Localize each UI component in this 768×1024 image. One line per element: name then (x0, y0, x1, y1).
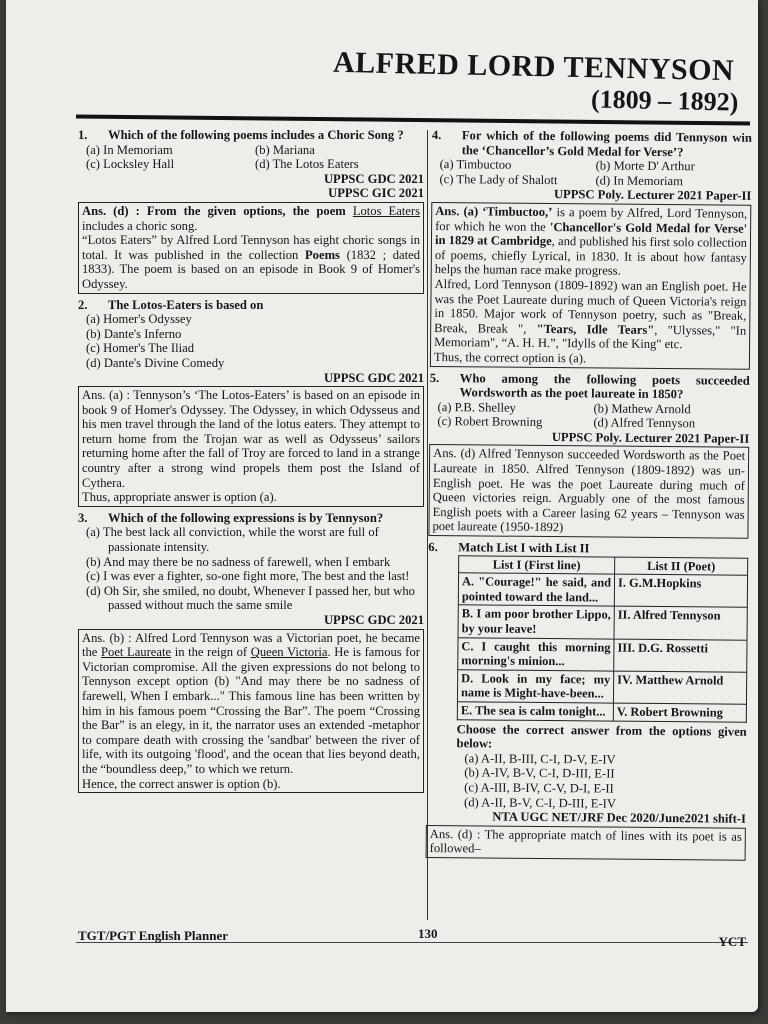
chapter-title: ALFRED LORD TENNYSON (332, 45, 735, 88)
option-b: (b) And may there be no sadness of farewell, when I embark (86, 554, 391, 569)
question-number: 5. (429, 370, 440, 385)
publisher-mark: YCT (718, 934, 746, 949)
answer-underlined: Lotos Eaters (352, 203, 420, 218)
question-number: 6. (428, 540, 438, 555)
answer-text: in the reign of (171, 645, 251, 660)
question-text: Which of the following expressions is by Tennyson? (108, 510, 384, 525)
match-table-wrap (427, 555, 749, 754)
option-b: (b) Dante's Inferno (86, 326, 182, 341)
option-d: (d) Oh Sir, she smiled, no doubt, Whenever I passed her, but who passed without much the same smile (86, 583, 415, 613)
option-c: (c) Homer's The Iliad (86, 341, 194, 356)
option-a: (a) In Memoriam (86, 142, 173, 157)
exam-source: UPPSC Poly. Lecturer 2021 Paper-II (551, 429, 750, 446)
option-c: (c) I was ever a fighter, so-one fight more, The best and the last! (86, 569, 410, 584)
answer-bold: "Tears, Idle Tears" (536, 321, 655, 337)
list2-cell: I. G.M.Hopkins (614, 574, 747, 607)
answer-box (78, 202, 424, 294)
question-number: 1. (78, 128, 88, 142)
option-a: (a) P.B. Shelley (437, 399, 516, 415)
list2-cell: III. D.G. Rossetti (614, 639, 747, 672)
question-text: Match List I with List II (458, 540, 590, 556)
list2-cell: IV. Matthew Arnold (614, 671, 747, 704)
answer-conclusion: Thus, appropriate answer is option (a). (82, 490, 277, 505)
question-4 (432, 128, 752, 160)
answer-underlined: Poet Laureate (101, 645, 172, 660)
answer-text: (1832 ; dated 1833). The poem is based on an episode in Book 9 of Homer's Odyssey. (82, 247, 420, 291)
options (431, 157, 751, 189)
question-text: Which of the following poems includes a Choric Song ? (108, 128, 404, 142)
answer-text: Ans. (d) : The appropriate match of lines with its poet is as followed– (429, 826, 742, 856)
options (78, 143, 424, 172)
table-row (458, 637, 747, 672)
table-row (458, 605, 747, 640)
options (426, 751, 746, 812)
column-header: List I (First line) (459, 555, 615, 574)
list1-cell: B. I am poor brother Lippo, by your leave! (458, 605, 614, 639)
option-a: (a) The best lack all conviction, while the worst are full of passionate intensity. (86, 525, 379, 555)
book-page (6, 0, 758, 1012)
list1-cell: C. I caught this morning morning's minion... (458, 637, 614, 671)
left-column (78, 124, 424, 794)
footer-book-title: TGT/PGT English Planner (78, 928, 229, 943)
options (429, 400, 749, 432)
option-b: (b) Mariana (255, 142, 315, 157)
table-row (457, 702, 746, 722)
option-b: (b) Mathew Arnold (593, 401, 691, 416)
answer-box (428, 444, 749, 538)
table-row (458, 573, 747, 608)
question-1 (78, 128, 424, 143)
page-number: 130 (418, 926, 438, 941)
list1-cell: A. "Courage!" he said, and pointed toward the land... (458, 573, 614, 607)
answer-text: Alfred, Lord Tennyson (1809-1892) wan an English poet. He was the Poet Laureate during much of Queen Victoria's reign in 1850. Major work of Tennyson poetry, such as "Break, Break, Break ", (434, 276, 747, 336)
option-b: (b) A-IV, B-V, C-I, D-III, E-II (464, 765, 615, 781)
answer-box (426, 825, 746, 861)
option-c: (c) Locksley Hall (86, 157, 175, 172)
option-c: (c) A-III, B-IV, C-V, D-I, E-II (464, 780, 614, 796)
option-d: (d) A-II, B-V, C-I, D-III, E-IV (464, 794, 617, 811)
exam-source: UPPSC GDC 2021 (323, 370, 424, 385)
question-2 (78, 298, 424, 313)
option-a: (a) Homer's Odyssey (86, 312, 192, 327)
answer-bold: Poems (304, 247, 340, 262)
chapter-years: (1809 – 1892) (590, 84, 739, 117)
exam-source: UPPSC GDC 2021 (323, 613, 424, 627)
question-text: The Lotos-Eaters is based on (108, 297, 264, 312)
answer-bold: Ans. (a) ‘Timbuctoo,’ (435, 204, 553, 220)
exam-source: UPPSC GIC 2021 (328, 186, 424, 201)
option-a: (a) Timbuctoo (439, 157, 512, 172)
list2-cell: II. Alfred Tennyson (614, 607, 747, 640)
answer-bold: 'Chancellor's Gold Medal for Verse' in 1829 at Cambridge (434, 219, 748, 249)
instruction-text: Choose the correct answer from the options given below: (456, 721, 747, 751)
answer-text: , "Ulysses," "In Memoriam", “A. H. H.”, "Idylls of the King" etc. (434, 322, 747, 352)
option-a: (a) A-II, B-III, C-I, D-V, E-IV (464, 751, 616, 767)
list1-cell: D. Look in my face; my name is Might-have-been... (457, 670, 613, 704)
list2-cell: V. Robert Browning (613, 703, 746, 722)
option-d: (d) In Memoriam (595, 173, 684, 188)
answer-conclusion: Thus, the correct option is (a). (433, 349, 587, 366)
list1-cell: E. The sea is calm tonight... (457, 702, 613, 721)
question-number: 3. (78, 510, 88, 525)
exam-source: UPPSC GDC 2021 (323, 171, 424, 186)
answer-text: Ans. (d) Alfred Tennyson succeeded Wordsworth as the Poet Laureate in 1850. Alfred Tennyson (1809-1892) was un-English poet. He was the poet Laureate during much of Queen victories reign. Arguably one of the most famous English poets with a Career lasing 62 years – Tennyson was poet laureate (1950-1892) (432, 446, 746, 535)
answer-text: “Lotos Eaters” by Alfred Lord Tennyson has eight choric songs in total. It was published in the collection (82, 233, 420, 262)
match-table (457, 555, 748, 722)
answer-text: Ans. (d) : From the given options, the poem (82, 203, 353, 218)
column-header: List II (Poet) (615, 557, 748, 576)
options (78, 312, 424, 370)
answer-underlined: Queen Victoria (250, 645, 328, 660)
option-d: (d) Dante's Divine Comedy (86, 355, 225, 370)
question-number: 4. (431, 127, 442, 143)
answer-text: Ans. (b) : Alfred Lord Tennyson was a Victorian poet, he became the (82, 630, 420, 660)
options (78, 525, 424, 613)
question-5 (430, 370, 750, 402)
option-b: (b) Morte D' Arthur (595, 158, 695, 174)
question-text: Who among the following poets succeeded Wordsworth as the poet laureate in 1850? (459, 370, 750, 402)
answer-text: . He is famous for Victorian compromise. All the given expressions do not belong to Tennyson except option (b) "And may there be no sadness of farewell, When I embark..." This famous line has been written by him in his famous poem “Crossing the Bar”. The poem “Crossing the Bar” is an elegy, in it, the narrator uses an extended -metaphor to compare death with crossing the 'sandbar' between the river of life, with its outgoing 'flood', and the ocean that lies beyond death, the “boundless deep,” to which we return. (82, 645, 420, 776)
answer-text: , and published his first solo collection of poems, chiefly Lyrical, in 1830. It is about how fantasy helps the human race make progress. (434, 234, 748, 278)
answer-text: Ans. (a) : Tennyson’s ‘The Lotos-Eaters’ is based on an episode in book 9 of Homer's Odyssey. The Odyssey, in which Odysseus and his men travel through the land of the lotus eaters. They attempt to return home from the Trojan war as well as Odysseus’ sailors returning home after the fall of Troy are forced to land in a strange country after a strong wind propels them post the Island of Cythera. (82, 388, 420, 490)
answer-text: includes a choric song. (82, 218, 198, 233)
answer-conclusion: Hence, the correct answer is option (b). (82, 776, 281, 791)
right-column (426, 124, 752, 862)
option-c: (c) The Lady of Shalott (439, 171, 558, 187)
option-c: (c) Robert Browning (437, 414, 543, 430)
answer-text: is a poem by Alfred, Lord Tennyson, for which he won the (435, 205, 748, 234)
answer-box (78, 386, 424, 507)
table-row (457, 670, 746, 705)
option-d: (d) The Lotos Eaters (255, 157, 359, 172)
exam-source: UPPSC Poly. Lecturer 2021 Paper-II (553, 187, 752, 204)
question-6 (428, 540, 748, 557)
exam-source: NTA UGC NET/JRF Dec 2020/June2021 shift-I (492, 809, 747, 826)
question-3 (78, 511, 424, 526)
answer-box (78, 629, 424, 794)
question-number: 2. (78, 297, 88, 312)
option-d: (d) Alfred Tennyson (593, 415, 696, 431)
answer-box (430, 202, 751, 369)
question-text: For which of the following poems did Tennyson win the ‘Chancellor’s Gold Medal for Verse’? (461, 128, 752, 159)
